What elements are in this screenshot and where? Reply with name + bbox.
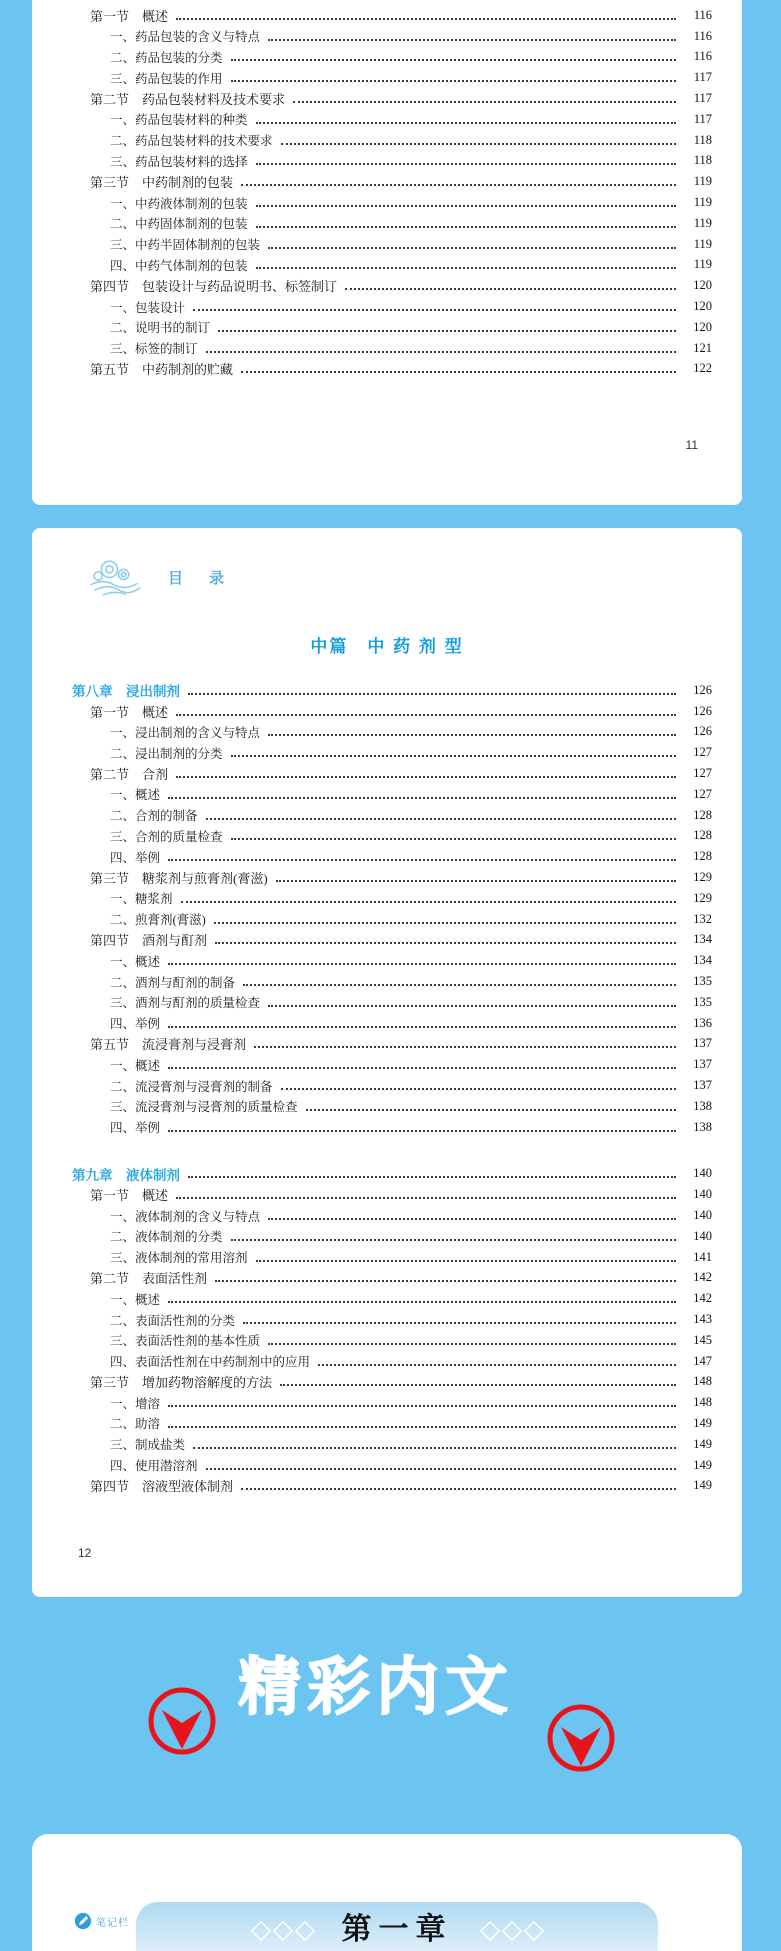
toc-entry-title: 第一节 概述: [90, 704, 169, 720]
toc-entry-page-number: 122: [693, 361, 712, 376]
toc-entry-page-number: 149: [693, 1457, 712, 1472]
toc-entry-page-number: 149: [693, 1478, 712, 1493]
toc-entry: [32, 742, 712, 763]
toc-entry: [32, 784, 712, 805]
toc-entry: [32, 992, 712, 1013]
toc-entry-page-number: 119: [693, 215, 712, 230]
toc-entry-page-number: 120: [693, 278, 712, 293]
toc-dot-leader: [280, 1377, 676, 1386]
toc-entry-title: 二、药品包装的分类: [110, 50, 223, 65]
toc-dot-leader: [268, 1336, 676, 1345]
toc-entry-page-number: 142: [693, 1291, 712, 1306]
toc-entry-title: 三、药品包装的作用: [110, 71, 223, 86]
toc-entry-page-number: 119: [693, 257, 712, 272]
toc-entry-page-number: 138: [693, 1119, 712, 1134]
banner-title: 精彩内文: [238, 1653, 515, 1722]
toc-dot-leader: [256, 1253, 676, 1262]
toc-dot-leader: [206, 1461, 676, 1470]
toc-entry-title: 第五节 流浸膏剂与浸膏剂: [90, 1037, 247, 1053]
toc-entry-title: 二、助溶: [110, 1417, 161, 1432]
toc-entry: [32, 950, 712, 971]
toc-entry-title: 四、举例: [110, 1121, 161, 1136]
toc-dot-leader: [168, 1294, 676, 1303]
toc-entry: [32, 1226, 712, 1247]
toc-entry-title: 二、浸出制剂的分类: [110, 746, 223, 761]
toc-entry-page-number: 117: [693, 70, 712, 85]
toc-entry-page-number: 117: [693, 91, 712, 106]
toc-entry-title: 一、浸出制剂的含义与特点: [110, 725, 261, 740]
toc-entry: [32, 88, 712, 109]
toc-entry-page-number: 140: [693, 1187, 712, 1202]
toc-entry-page-number: 116: [693, 49, 712, 64]
toc-entry-title: 二、药品包装材料的技术要求: [110, 134, 273, 149]
toc-entry: [32, 1351, 712, 1372]
toc-entry-page-number: 128: [693, 849, 712, 864]
toc-dot-leader: [168, 956, 676, 965]
toc-entry-page-number: 141: [693, 1249, 712, 1264]
toc-dot-leader: [168, 1123, 676, 1132]
toc-entry: [32, 317, 712, 338]
toc-entry-title: 第二节 表面活性剂: [90, 1271, 208, 1287]
toc-dot-leader: [306, 1102, 676, 1111]
cloud-ornament-icon: [88, 552, 144, 602]
toc-entry-title: 一、药品包装材料的种类: [110, 113, 248, 128]
toc-entry-page-number: 127: [693, 745, 712, 760]
toc-entry: [32, 130, 712, 151]
toc-entry: [32, 1075, 712, 1096]
toc-entry-page-number: 120: [693, 299, 712, 314]
toc-entry-title: 三、表面活性剂的基本性质: [110, 1334, 261, 1349]
toc-entry: [32, 701, 712, 722]
toc-entry-page-number: 135: [693, 974, 712, 989]
toc-entry-title: 一、糖浆剂: [110, 892, 173, 907]
toc-dot-leader: [231, 73, 676, 82]
toc-dot-leader: [231, 831, 676, 840]
toc-entry-page-number: 137: [693, 1036, 712, 1051]
toc-entry-page-number: 132: [693, 911, 712, 926]
toc-entry: [32, 1392, 712, 1413]
toc-entry-title: 一、概述: [110, 1292, 161, 1307]
toc-entry-page-number: 134: [693, 953, 712, 968]
toc-list-2: [32, 680, 742, 1496]
toc-entry-page-number: 129: [693, 890, 712, 905]
toc-entry: [32, 1268, 712, 1289]
toc-entry-page-number: 121: [693, 340, 712, 355]
toc-entry-title: 第九章 液体制剂: [72, 1167, 180, 1183]
toc-dot-leader: [218, 323, 676, 332]
toc-entry-title: 一、药品包装的含义与特点: [110, 30, 261, 45]
toc-entry-title: 二、煎膏剂(膏滋): [110, 913, 206, 928]
toc-entry-page-number: 137: [693, 1078, 712, 1093]
toc-dot-leader: [243, 1315, 676, 1324]
toc-entry-page-number: 137: [693, 1057, 712, 1072]
toc-entry-page-number: 149: [693, 1415, 712, 1430]
toc-entry: [32, 5, 712, 26]
toc-entry: [32, 1205, 712, 1226]
toc-entry: [32, 1247, 712, 1268]
toc-entry: [32, 192, 712, 213]
toc-entry: [32, 971, 712, 992]
toc-entry-page-number: 116: [693, 7, 712, 22]
toc-entry-title: 第一节 概述: [90, 1188, 169, 1204]
toc-entry-page-number: 118: [693, 132, 712, 147]
toc-entry-page-number: 135: [693, 994, 712, 1009]
toc-entry-title: 第二节 药品包装材料及技术要求: [90, 92, 286, 108]
toc-entry: [32, 1330, 712, 1351]
toc-entry-page-number: 148: [693, 1374, 712, 1389]
toc-dot-leader: [193, 1440, 676, 1449]
toc-entry: [32, 1034, 712, 1055]
toc-entry-title: 三、药品包装材料的选择: [110, 154, 248, 169]
toc-entry-title: 四、表面活性剂在中药制剂中的应用: [110, 1355, 311, 1370]
toc-entry-page-number: 149: [693, 1436, 712, 1451]
toc-dot-leader: [215, 1273, 676, 1282]
toc-entry-page-number: 128: [693, 828, 712, 843]
notes-column-callout: [74, 1912, 129, 1930]
toc-entry: [32, 846, 712, 867]
toc-dot-leader: [256, 219, 676, 228]
toc-entry: [32, 151, 712, 172]
toc-dot-leader: [168, 1419, 676, 1428]
toc-dot-leader: [254, 1039, 676, 1048]
toc-entry-title: 一、概述: [110, 788, 161, 803]
toc-entry-title: 一、包装设计: [110, 300, 186, 315]
toc-dot-leader: [176, 769, 676, 778]
toc-entry: [32, 338, 712, 359]
toc-entry-title: 二、合剂的制备: [110, 809, 198, 824]
toc-entry-page-number: 126: [693, 703, 712, 718]
toc-entry-page-number: 116: [693, 28, 712, 43]
toc-page-1: [32, 0, 742, 505]
toc-entry-title: 二、酒剂与酊剂的制备: [110, 975, 236, 990]
toc-entry: [32, 722, 712, 743]
toc-entry-title: 二、流浸膏剂与浸膏剂的制备: [110, 1079, 273, 1094]
toc-entry-page-number: 136: [693, 1015, 712, 1030]
toc-entry: [32, 805, 712, 826]
toc-entry-title: 三、流浸膏剂与浸膏剂的质量检查: [110, 1100, 298, 1115]
part-title: 中篇 中 药 剂 型: [310, 637, 464, 656]
toc-dot-leader: [206, 344, 676, 353]
toc-entry-page-number: 126: [693, 724, 712, 739]
toc-entry-page-number: 127: [693, 766, 712, 781]
toc-dot-leader: [176, 11, 676, 20]
toc-entry-page-number: 120: [693, 319, 712, 334]
toc-entry-title: 第二节 合剂: [90, 767, 169, 783]
toc-entry: [32, 1309, 712, 1330]
toc-entry-page-number: 126: [693, 682, 712, 697]
toc-entry-title: 二、说明书的制订: [110, 321, 211, 336]
toc-entry-title: 三、制成盐类: [110, 1438, 186, 1453]
toc-dot-leader: [176, 707, 676, 716]
toc-dot-leader: [188, 686, 676, 695]
toc-entry: [32, 1288, 712, 1309]
toc-dot-leader: [281, 1081, 676, 1090]
toc-entry: [32, 1475, 712, 1496]
toc-entry: [32, 888, 712, 909]
toc-entry-title: 一、概述: [110, 954, 161, 969]
toc-entry: [32, 1372, 712, 1393]
toc-entry-title: 三、中药半固体制剂的包装: [110, 238, 261, 253]
chapter-heading: 第一章: [341, 1913, 453, 1946]
toc-entry: [32, 1054, 712, 1075]
toc-entry-title: 三、标签的制订: [110, 342, 198, 357]
toc-entry: [32, 1013, 712, 1034]
pen-icon: [74, 1912, 92, 1930]
toc-entry: [32, 867, 712, 888]
toc-entry: [32, 67, 712, 88]
toc-entry: [32, 213, 712, 234]
toc-dot-leader: [293, 94, 676, 103]
toc-dot-leader: [241, 364, 676, 373]
toc-entry-page-number: 142: [693, 1270, 712, 1285]
toc-entry: [32, 1184, 712, 1205]
toc-entry-page-number: 140: [693, 1228, 712, 1243]
toc-dot-leader: [241, 1481, 676, 1490]
toc-dot-leader: [318, 1357, 676, 1366]
toc-dot-leader: [188, 1169, 676, 1178]
toc-dot-leader: [256, 260, 676, 269]
toc-entry: [32, 1117, 712, 1138]
toc-dot-leader: [168, 1019, 676, 1028]
toc-dot-leader: [214, 915, 676, 924]
toc-entry-page-number: 127: [693, 786, 712, 801]
toc-entry: [32, 826, 712, 847]
toc-dot-leader: [281, 136, 676, 145]
toc-dot-leader: [206, 811, 676, 820]
toc-entry-page-number: 148: [693, 1395, 712, 1410]
toc-entry-page-number: 117: [693, 111, 712, 126]
down-arrow-icon: [146, 1682, 218, 1760]
toc-entry-title: 四、举例: [110, 850, 161, 865]
toc-entry-page-number: 118: [693, 153, 712, 168]
toc-entry: [32, 1164, 712, 1185]
toc-dot-leader: [243, 977, 676, 986]
toc-entry: [32, 680, 712, 701]
toc-entry: [32, 1434, 712, 1455]
toc-entry: [32, 909, 712, 930]
toc-entry: [32, 359, 712, 380]
toc-dot-leader: [268, 998, 676, 1007]
diamond-ornament-icon: [479, 1920, 545, 1942]
chapter-heading-box: [136, 1902, 658, 1951]
toc-entry: [32, 26, 712, 47]
toc-entry: [32, 1413, 712, 1434]
toc-dot-leader: [268, 32, 676, 41]
toc-entry-title: 第三节 增加药物溶解度的方法: [90, 1375, 273, 1391]
toc-dot-leader: [256, 198, 676, 207]
toc-entry-title: 二、中药固体制剂的包装: [110, 217, 248, 232]
toc-entry: [32, 296, 712, 317]
toc-entry-page-number: 138: [693, 1098, 712, 1113]
toc-entry-title: 一、液体制剂的含义与特点: [110, 1209, 261, 1224]
toc-entry-page-number: 119: [693, 236, 712, 251]
toc-entry: [32, 47, 712, 68]
toc-dot-leader: [256, 115, 676, 124]
toc-entry-title: 第三节 中药制剂的包装: [90, 175, 234, 191]
down-arrow-icon: [545, 1699, 617, 1777]
toc-entry: [32, 763, 712, 784]
notes-label: 笔记栏: [96, 1917, 129, 1929]
toc-entry-title: 三、合剂的质量检查: [110, 829, 223, 844]
toc-entry-title: 第五节 中药制剂的贮藏: [90, 362, 234, 378]
toc-entry-page-number: 119: [693, 174, 712, 189]
toc-dot-leader: [268, 240, 676, 249]
toc-entry-page-number: 134: [693, 932, 712, 947]
toc-entry-title: 四、使用潜溶剂: [110, 1459, 198, 1474]
toc-dot-leader: [231, 52, 676, 61]
toc-entry: [32, 1096, 712, 1117]
toc-dot-leader: [215, 935, 676, 944]
toc-entry-page-number: 143: [693, 1312, 712, 1326]
toc-page-2: [32, 528, 742, 1597]
toc-entry: [32, 930, 712, 951]
toc-entry-title: 第四节 溶液型液体制剂: [90, 1479, 234, 1495]
toc-dot-leader: [168, 1060, 676, 1069]
toc-entry-page-number: 128: [693, 807, 712, 822]
toc-dot-leader: [268, 1211, 676, 1220]
toc-entry-page-number: 140: [693, 1208, 712, 1223]
toc-entry-page-number: 129: [693, 870, 712, 885]
toc-dot-leader: [256, 156, 676, 165]
toc-entry-title: 一、概述: [110, 1058, 161, 1073]
toc-entry-title: 一、中药液体制剂的包装: [110, 196, 248, 211]
toc-entry: [32, 234, 712, 255]
toc-entry-title: 第四节 包装设计与药品说明书、标签制订: [90, 279, 338, 295]
content-page-preview: [32, 1834, 742, 1951]
toc-entry-title: 第八章 浸出制剂: [72, 684, 180, 700]
toc-dot-leader: [168, 790, 676, 799]
catalog-title: 目录: [168, 570, 251, 587]
toc-dot-leader: [181, 894, 676, 903]
toc-dot-leader: [241, 177, 676, 186]
toc-list-1: [32, 5, 742, 379]
toc-entry-title: 三、酒剂与酊剂的质量检查: [110, 996, 261, 1011]
toc-entry-title: 三、液体制剂的常用溶剂: [110, 1251, 248, 1266]
toc-entry-page-number: 119: [693, 195, 712, 210]
toc-entry-title: 第四节 酒剂与酊剂: [90, 933, 208, 949]
toc-entry-page-number: 140: [693, 1166, 712, 1181]
toc-entry-title: 二、表面活性剂的分类: [110, 1313, 236, 1328]
page-folio: 11: [685, 438, 698, 452]
toc-dot-leader: [193, 302, 676, 311]
toc-entry: [32, 275, 712, 296]
toc-dot-leader: [176, 1190, 676, 1199]
toc-dot-leader: [231, 748, 676, 757]
toc-entry-title: 四、中药气体制剂的包装: [110, 258, 248, 273]
toc-dot-leader: [268, 727, 676, 736]
toc-entry-title: 第一节 概述: [90, 8, 169, 24]
toc-entry-title: 第三节 糖浆剂与煎膏剂(膏滋): [90, 871, 268, 887]
diamond-ornament-icon: [250, 1920, 316, 1942]
toc-dot-leader: [168, 1398, 676, 1407]
toc-entry-title: 一、增溶: [110, 1396, 161, 1411]
toc-entry: [32, 255, 712, 276]
toc-entry-title: 四、举例: [110, 1017, 161, 1032]
toc-entry: [32, 171, 712, 192]
toc-dot-leader: [168, 852, 676, 861]
toc-entry: [32, 1455, 712, 1476]
toc-entry: [32, 109, 712, 130]
toc-entry-page-number: 145: [693, 1332, 712, 1347]
toc-dot-leader: [345, 281, 676, 290]
toc-dot-leader: [276, 873, 676, 882]
toc-entry-title: 二、液体制剂的分类: [110, 1230, 223, 1245]
toc-dot-leader: [231, 1232, 676, 1241]
toc-entry-page-number: 147: [693, 1353, 712, 1368]
page-folio: 12: [78, 1546, 92, 1560]
